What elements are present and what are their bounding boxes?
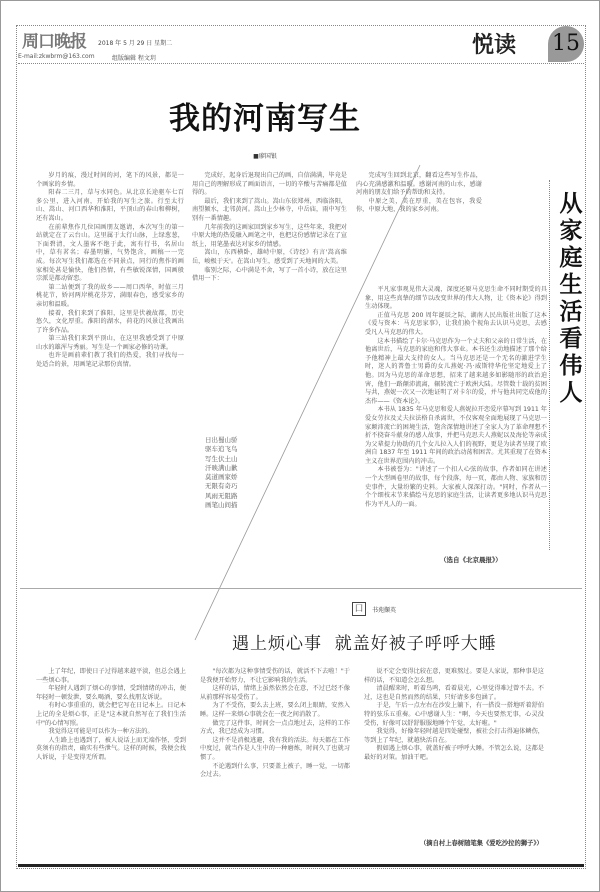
- paragraph: 清晨醒来时，听着鸟鸣，看着晨光，心里觉得难过曾不去。不过，这也是自然而然的结果，只好请多多包涵了。: [364, 685, 544, 701]
- sidebar-article-source: （选自《北京晨报》）: [440, 556, 502, 564]
- paragraph: 最后，我们来到了嵩山。嵩山东依郑州，西临洛阳，南望颍水，北邻黄河。嵩山上少林寺，中岳庙，雨中写生别有一番情趣。: [192, 197, 347, 222]
- paragraph: 也许是画前辈们教了我们的热爱，我们寻找每一处适合的景，用画笔记录那份真情。: [36, 352, 184, 369]
- paragraph: 岁月的痕，漫过时间的河，笔下的风景，都是一个画家的乡情。: [36, 172, 184, 188]
- paragraph: 这并不是消极逃避，我有我的活法。每天都在工作中度过，就当作是人生中的一种磨炼，时间久了也就习惯了。: [200, 736, 350, 761]
- paragraph: 本书被誉为："讲述了一个扣人心弦的故事，作者如同在讲述一个大型画卷里的故事，每个段落，每一页，都由人物、家族和历史事件，大量纷繁的史料。大家被人深深打动。"同时，作者从一个个细枝末节来描绘马克思的家庭生活，让读者更多地认识马克思作为平凡人的一面。: [365, 466, 547, 508]
- sidebar-article-title: 从家庭生活看伟人: [559, 190, 583, 406]
- editor-email: E-mail:zkwbrm@163.com: [18, 53, 95, 60]
- article-byline: ■廖国银: [253, 153, 277, 160]
- paragraph: 本书从 1835 年马克思和爱人燕妮拉开恋爱序幕写到 1911 年爱女劳拉及丈夫拉法格自杀离世，不仅客观全面地展现了马克思一家颠沛流亡的困境生活，饱含深情地讲述了全家人为了革命理想不折不挠奋斗献身的感人故事，并把马克思夫人燕妮以及海伦等亲成为父辈提力协助的几个女儿拉入人们的视野，更是为读者呈现了欧洲自 1837 年至 1911 年间的政治动荡和困苦。尤其重现了在资本主义在世界范围内的冲击。: [365, 406, 547, 465]
- poem-line: 风雨无阻路: [205, 491, 238, 500]
- layout-editor: 组版编辑 程文玥: [112, 55, 156, 62]
- paragraph: 做完了这件事，时间会一点点地过去，这样的工作方式，我已经成为习惯。: [200, 719, 350, 736]
- paragraph: 正值马克思 200 周年诞辰之际，湖南人民出版社出版了这本《爱与资本：马克思家事》，让我们换个视角去认识马克思，去感受凡人马克思的伟大。: [365, 311, 547, 336]
- section-name: 悦读: [472, 32, 517, 58]
- book-excerpt-title: 遇上烦心事 就盖好被子呼呼大睡: [232, 634, 497, 654]
- poem-line: 无限有奇巧: [205, 482, 238, 491]
- poem-line: 莫道画家娇: [205, 473, 238, 482]
- column-tag: 书苑撷英: [372, 607, 397, 614]
- excerpt-source: （摘自村上春树随笔集《爱吃沙拉的狮子》）: [420, 840, 543, 847]
- poem-line: 画笔山间描: [205, 501, 238, 510]
- paragraph: 在前辈焦作几位国画朋友邀请，本次写生的第一站就定在了云台山。这里属于太行山脉，上绿葱葱，下面碧清，文人墨客不绝于此，寓有行书，名居山中，草有茗名；春墨明媚，气势饱含，画稿一一完成。每次写生我们都选在不同景点，同行的焦作的画家相处甚是愉快，他们热情，有些敏锐深情，国画般宗派是都动留恋。: [36, 223, 184, 283]
- paragraph: 假如遇上烦心事，就盖好被子呼呼大睡。不管怎么说，这都是最好的对策。加油干吧。: [364, 745, 544, 761]
- poem-line: 驱车追飞鸟: [205, 445, 238, 454]
- poem-line: 写生伏土山: [205, 454, 238, 463]
- paragraph: 几年前我的这画家回到家乡写生，这些年来，我把对中原大地的热爱融入画笔之中，也把这份感情记录在了宣纸上，用笔墨表达对家乡的情感。: [192, 223, 347, 248]
- paragraph: 我觉得这可能是可以作为一种方法的。: [48, 728, 154, 736]
- excerpt-column-1: [36, 668, 186, 763]
- paragraph: 这样的话，情绪上虽然依然会在意，不过已经不像从前那样容易受伤了。: [200, 685, 350, 701]
- paragraph: 中原之美，美在厚重，美在包容，我爱你，中原大地，我的家乡河南。: [356, 197, 482, 214]
- paragraph: 有时心事重重的，就会把它写在日记本上。日记本上记的全是烦心事，正是"这本就自然写在了我们生活中"的心情写照。: [36, 702, 186, 727]
- paragraph: 嵩山，东西横卧，雄峙中原，《诗经》有言'嵩高维岳，峻极于天'。在嵩山写生，感受到了天地间的大美。: [192, 249, 347, 265]
- paragraph: 第二站便到了我的故乡——周口西华，时值三月桃花节，娇河两岸桃花芬芳，满眼春色，感受家乡的亲切和温暖。: [36, 283, 184, 308]
- page-number-badge: 15: [548, 26, 584, 62]
- paragraph: 于是，午后一点左右在沙发上躺下，有一搭没一搭地听着舒伯特的弦乐五重奏。心中感谢人生："啊，今天也要然无事，心灵没受伤，好像可以舒舒服服地睡个午觉，太好啦。": [364, 702, 544, 727]
- paragraph: 人生路上也遇到了，被人说话上而无端作怪，受到莫须有的指责，确实有些泄气。这样的时候，我便会找人诉说，于是变得无所谓。: [36, 736, 186, 761]
- paragraph: 这本书描绘了卡尔·马克思作为一个丈夫和父亲的日常生活，在他离世后，马克思的家庭和伟大事业。本书还生动地描述了那个给予他精神上最大支持的女人。当马克思还是一个无名的激进学生时，迷人的普鲁士男爵的女儿燕妮·冯·威斯特华伦坚定地爱上了他。因为马克思的革命思想，招来了越来越多如影随形的政治迫害，他们一路颠沛流离，辗转流亡于欧洲大陆。尽管数十载的贫困与共，燕妮一次又一次地证明了对卡尔的爱，并与他共同完成他的杰作——《资本论》。: [365, 337, 547, 405]
- vertical-divider: [549, 180, 550, 550]
- paragraph: 接着，我们来到了淮阳，这里是伏羲故都，历史悠久，文化厚重。淮阳的湖水，荷花的风景让我画出了许多作品。: [36, 309, 184, 334]
- column-tag-icon: 囗: [352, 602, 366, 616]
- paragraph: 完成写生回到北京，翻看这些写生作品，内心充满感激和温暖。感谢河南的山水，感谢河南的朋友们给予的帮助和支持。: [356, 172, 482, 197]
- paragraph: 临别之际，心中满是不舍，写了一首小诗，放在这里借用一下：: [192, 266, 347, 283]
- excerpt-column-3: [364, 668, 544, 763]
- excerpt-column-2: [200, 668, 350, 780]
- paragraph: "每次都为这种事情受伤的话，就活不下去啦！"于是我便开始努力，不让它影响我的生活。: [200, 668, 350, 684]
- newspaper-logo: 周口晚报: [22, 32, 86, 52]
- section-divider: [20, 588, 582, 589]
- bottom-rule: [18, 864, 584, 867]
- poem-line: 日出蜀山骄: [205, 436, 238, 444]
- article-title: 我的河南写生: [169, 101, 361, 137]
- paragraph: 年轻时人遇到了烦心的事情，受到情绪的冲击，便年轻时一顿发泄，要么喝酒，要么找朋友诉说。: [36, 685, 186, 701]
- paragraph: 完成好，起身后退现出自己的画，自信满满，毕竟是用自己的理解形成了画面语言，一切的辛酸与苦痛都是值得的。: [192, 172, 347, 197]
- paragraph: 上了年纪，即使日子过得越来越平淡，但总会遇上一些烦心事。: [36, 668, 186, 684]
- paragraph: 为了不受伤，要么去上班，要么闭上眼睛，安然入睡。这样一来烦心事就会在一夜之间消散了。: [200, 702, 350, 718]
- paragraph: 不论遇到什么事，只要盖上被子，睡一觉，一切都会过去。: [200, 762, 350, 779]
- paragraph: 说不定会变得比较在意，更难熬过。要是人家说，那种事是这样的话，不知道会怎么想。: [364, 668, 544, 684]
- issue-date: 2018 年 5 月 29 日 星期二: [98, 40, 173, 47]
- paragraph: 阳春二三月，草与水同色。从北京长途驱车七百多公里，进入河南，开始我的写生之旅。行至太行山、嵩山、河口西华和淮阳，平顶山的春山和柳树，还有嵩山。: [36, 189, 184, 222]
- paragraph: 第三站我们来到平顶山，在这里我感受到了中原山水的雄浑与秀丽。写生是一个画家必修的功课。: [36, 335, 184, 351]
- poem-line: 汗映满山歉: [205, 463, 238, 472]
- sidebar-article-body: [365, 286, 547, 509]
- paragraph: 平凡家事观见伟大灵魂，深度还原马克思生命不同时期受的具象，用这些真挚的细节以改变世界的伟大人物，让《资本论》得到生动体现。: [365, 286, 547, 311]
- paragraph: 我觉得，好像年轻时越是四处碰壁，被社会打击得遍体鳞伤，等到上了年纪，就越快活自在。: [364, 728, 544, 744]
